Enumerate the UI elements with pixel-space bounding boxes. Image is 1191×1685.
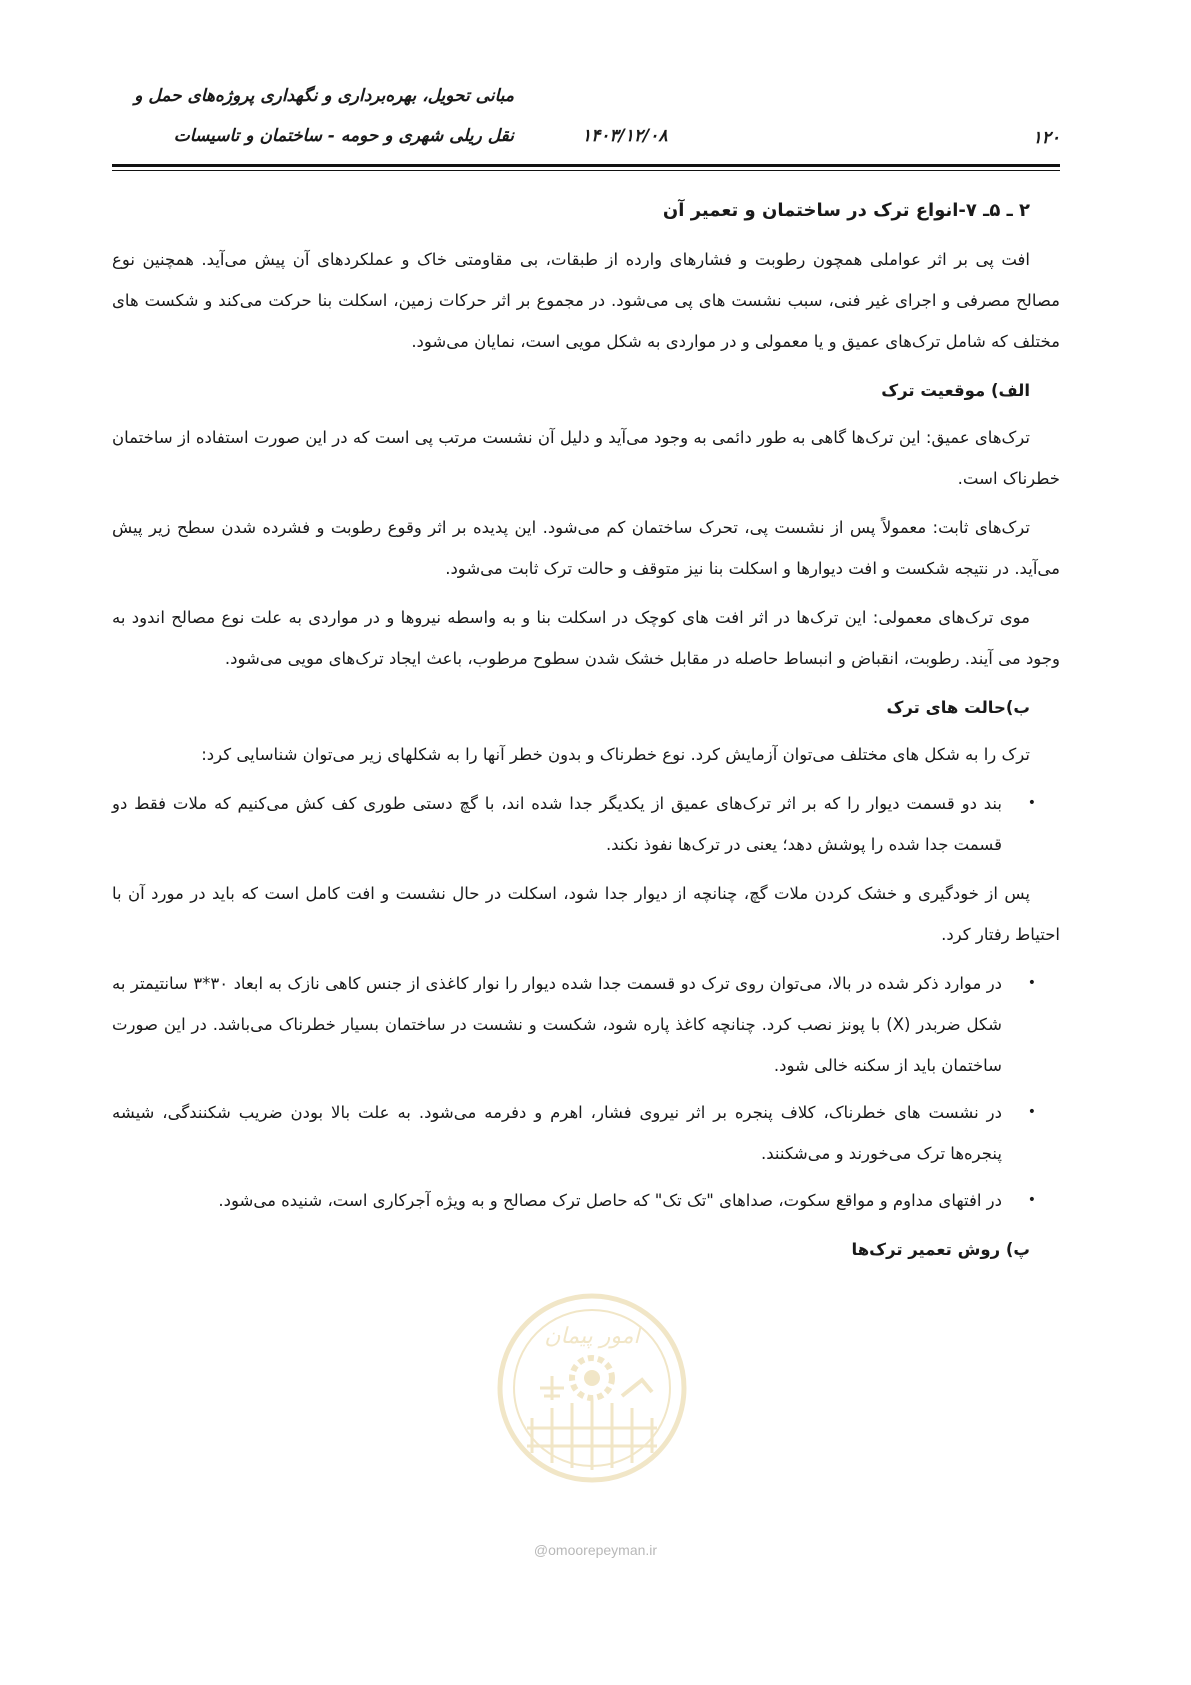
intro-paragraph: افت پی بر اثر عواملی همچون رطوبت و فشارهای وارده از طبقات، بی مقاومتی خاک و عملکردهای آن پیش می‌آید. همچنین نوع مصالح مصرفی و اجرای غیر فنی، سبب نشست های پی می‌شود. در مجموع بر اثر حرکات زمین، اسکلت بنا حرکت می‌کند و شکست های مختلف که شامل ترک‌های عمیق و یا معمولی و در مواردی به شکل مویی است، نمایان می‌شود. [112, 250, 1060, 351]
list-item-text: در افتهای مداوم و مواقع سکوت، صداهای "تک تک" که حاصل ترک مصالح و به ویژه آجرکاری است، شنیده می‌شود. [218, 1191, 1002, 1210]
watermark-site: @omoorepeyman.ir [533, 1542, 658, 1558]
list-item [112, 1180, 1036, 1221]
list-item-text: بند دو قسمت دیوار را که بر اثر ترک‌های عمیق از یکدیگر جدا شده اند، با گچ دستی طوری کف کش می‌کنیم که ملات فقط دو قسمت جدا شده را پوشش دهد؛ یعنی در ترک‌ها نفوذ نکند. [112, 794, 1002, 854]
page-header [112, 78, 1060, 158]
watermark-logo [492, 1288, 692, 1488]
subheading-crack-location: الف) موقعیت ترک [881, 381, 1030, 400]
bullet-list-2 [112, 963, 1060, 1221]
document-body [112, 190, 1060, 1276]
paragraph-crack-testing: ترک را به شکل های مختلف می‌توان آزمایش کرد. نوع خطرناک و بدون خطر آنها را به شکلهای زیر می‌توان شناسایی کرد: [201, 745, 1030, 764]
bullet-icon: • [1027, 795, 1036, 811]
list-item-text: در نشست های خطرناک، کلاف پنجره بر اثر نیروی فشار، اهرم و دفرمه می‌شود. به علت بالا بودن ضریب شکنندگی، شیشه پنجره‌ها ترک می‌خورند و می‌شکنند. [112, 1103, 1002, 1163]
bullet-list-1 [112, 783, 1060, 865]
watermark-logo-text: امور پیمان [544, 1324, 640, 1349]
bullet-icon: • [1027, 1104, 1036, 1120]
bullet-icon: • [1027, 1192, 1036, 1208]
bullet-icon: • [1027, 975, 1036, 991]
header-rule-thick [112, 164, 1060, 167]
paragraph-plaster-test: پس از خودگیری و خشک کردن ملات گچ، چنانچه از دیوار جدا شود، اسکلت در حال نشست و افت کامل است که باید در مورد آن با احتیاط رفتار کرد. [112, 884, 1060, 944]
list-item [112, 963, 1036, 1086]
list-item-text: در موارد ذکر شده در بالا، می‌توان روی ترک دو قسمت جدا شده دیوار را نوار کاغذی از جنس کاهی نازک به ابعاد ۳۰*۳ سانتیمتر به شکل ضربدر (X) با پونز نصب کرد. چنانچه کاغذ پاره شود، شکست و نشست در ساختمان بسیار خطرناک می‌باشد. در این صورت ساختمان باید از سکنه خالی شود. [112, 974, 1003, 1075]
list-item [112, 1092, 1036, 1174]
paragraph-hairline-cracks: موی ترک‌های معمولی: این ترک‌ها در اثر افت های کوچک در اسکلت بنا و به واسطه نیروها و در مواردی به علت نوع مصالح اندود به وجود می آیند. رطوبت، انقباض و انبساط حاصله در مقابل خشک شدن سطوح مرطوب، باعث ایجاد ترک‌های مویی می‌شود. [112, 608, 1060, 668]
section-heading: ۲ ـ ۵ـ ۷-انواع ترک در ساختمان و تعمیر آن [662, 200, 1030, 221]
list-item [112, 783, 1036, 865]
subheading-repair-method: پ) روش تعمیر ترک‌ها [851, 1240, 1030, 1259]
page-number: ۱۲۰ [1032, 128, 1060, 148]
header-date: ۱۴۰۳/۱۲/۰۸ [582, 126, 668, 146]
header-rule-thin [112, 170, 1060, 171]
paragraph-fixed-cracks: ترک‌های ثابت: معمولاً پس از نشست پی، تحرک ساختمان کم می‌شود. این پدیده بر اثر وقوع رطوبت و فشرده شدن سطح زیر پیش می‌آید. در نتیجه شکست و افت دیوارها و اسکلت بنا نیز متوقف و حالت ترک ثابت می‌شود. [112, 518, 1060, 578]
header-title-line1: مبانی تحویل، بهره‌برداری و نگهداری پروژه‌های حمل و [134, 86, 514, 106]
subheading-crack-states: ب)حالت های ترک [886, 698, 1030, 717]
paragraph-deep-cracks: ترک‌های عمیق: این ترک‌ها گاهی به طور دائمی به وجود می‌آید و دلیل آن نشست مرتب پی است که در این صورت استفاده از ساختمان خطرناک است. [112, 428, 1060, 488]
header-title-line2: نقل ریلی شهری و حومه - ساختمان و تاسیسات [173, 126, 514, 146]
